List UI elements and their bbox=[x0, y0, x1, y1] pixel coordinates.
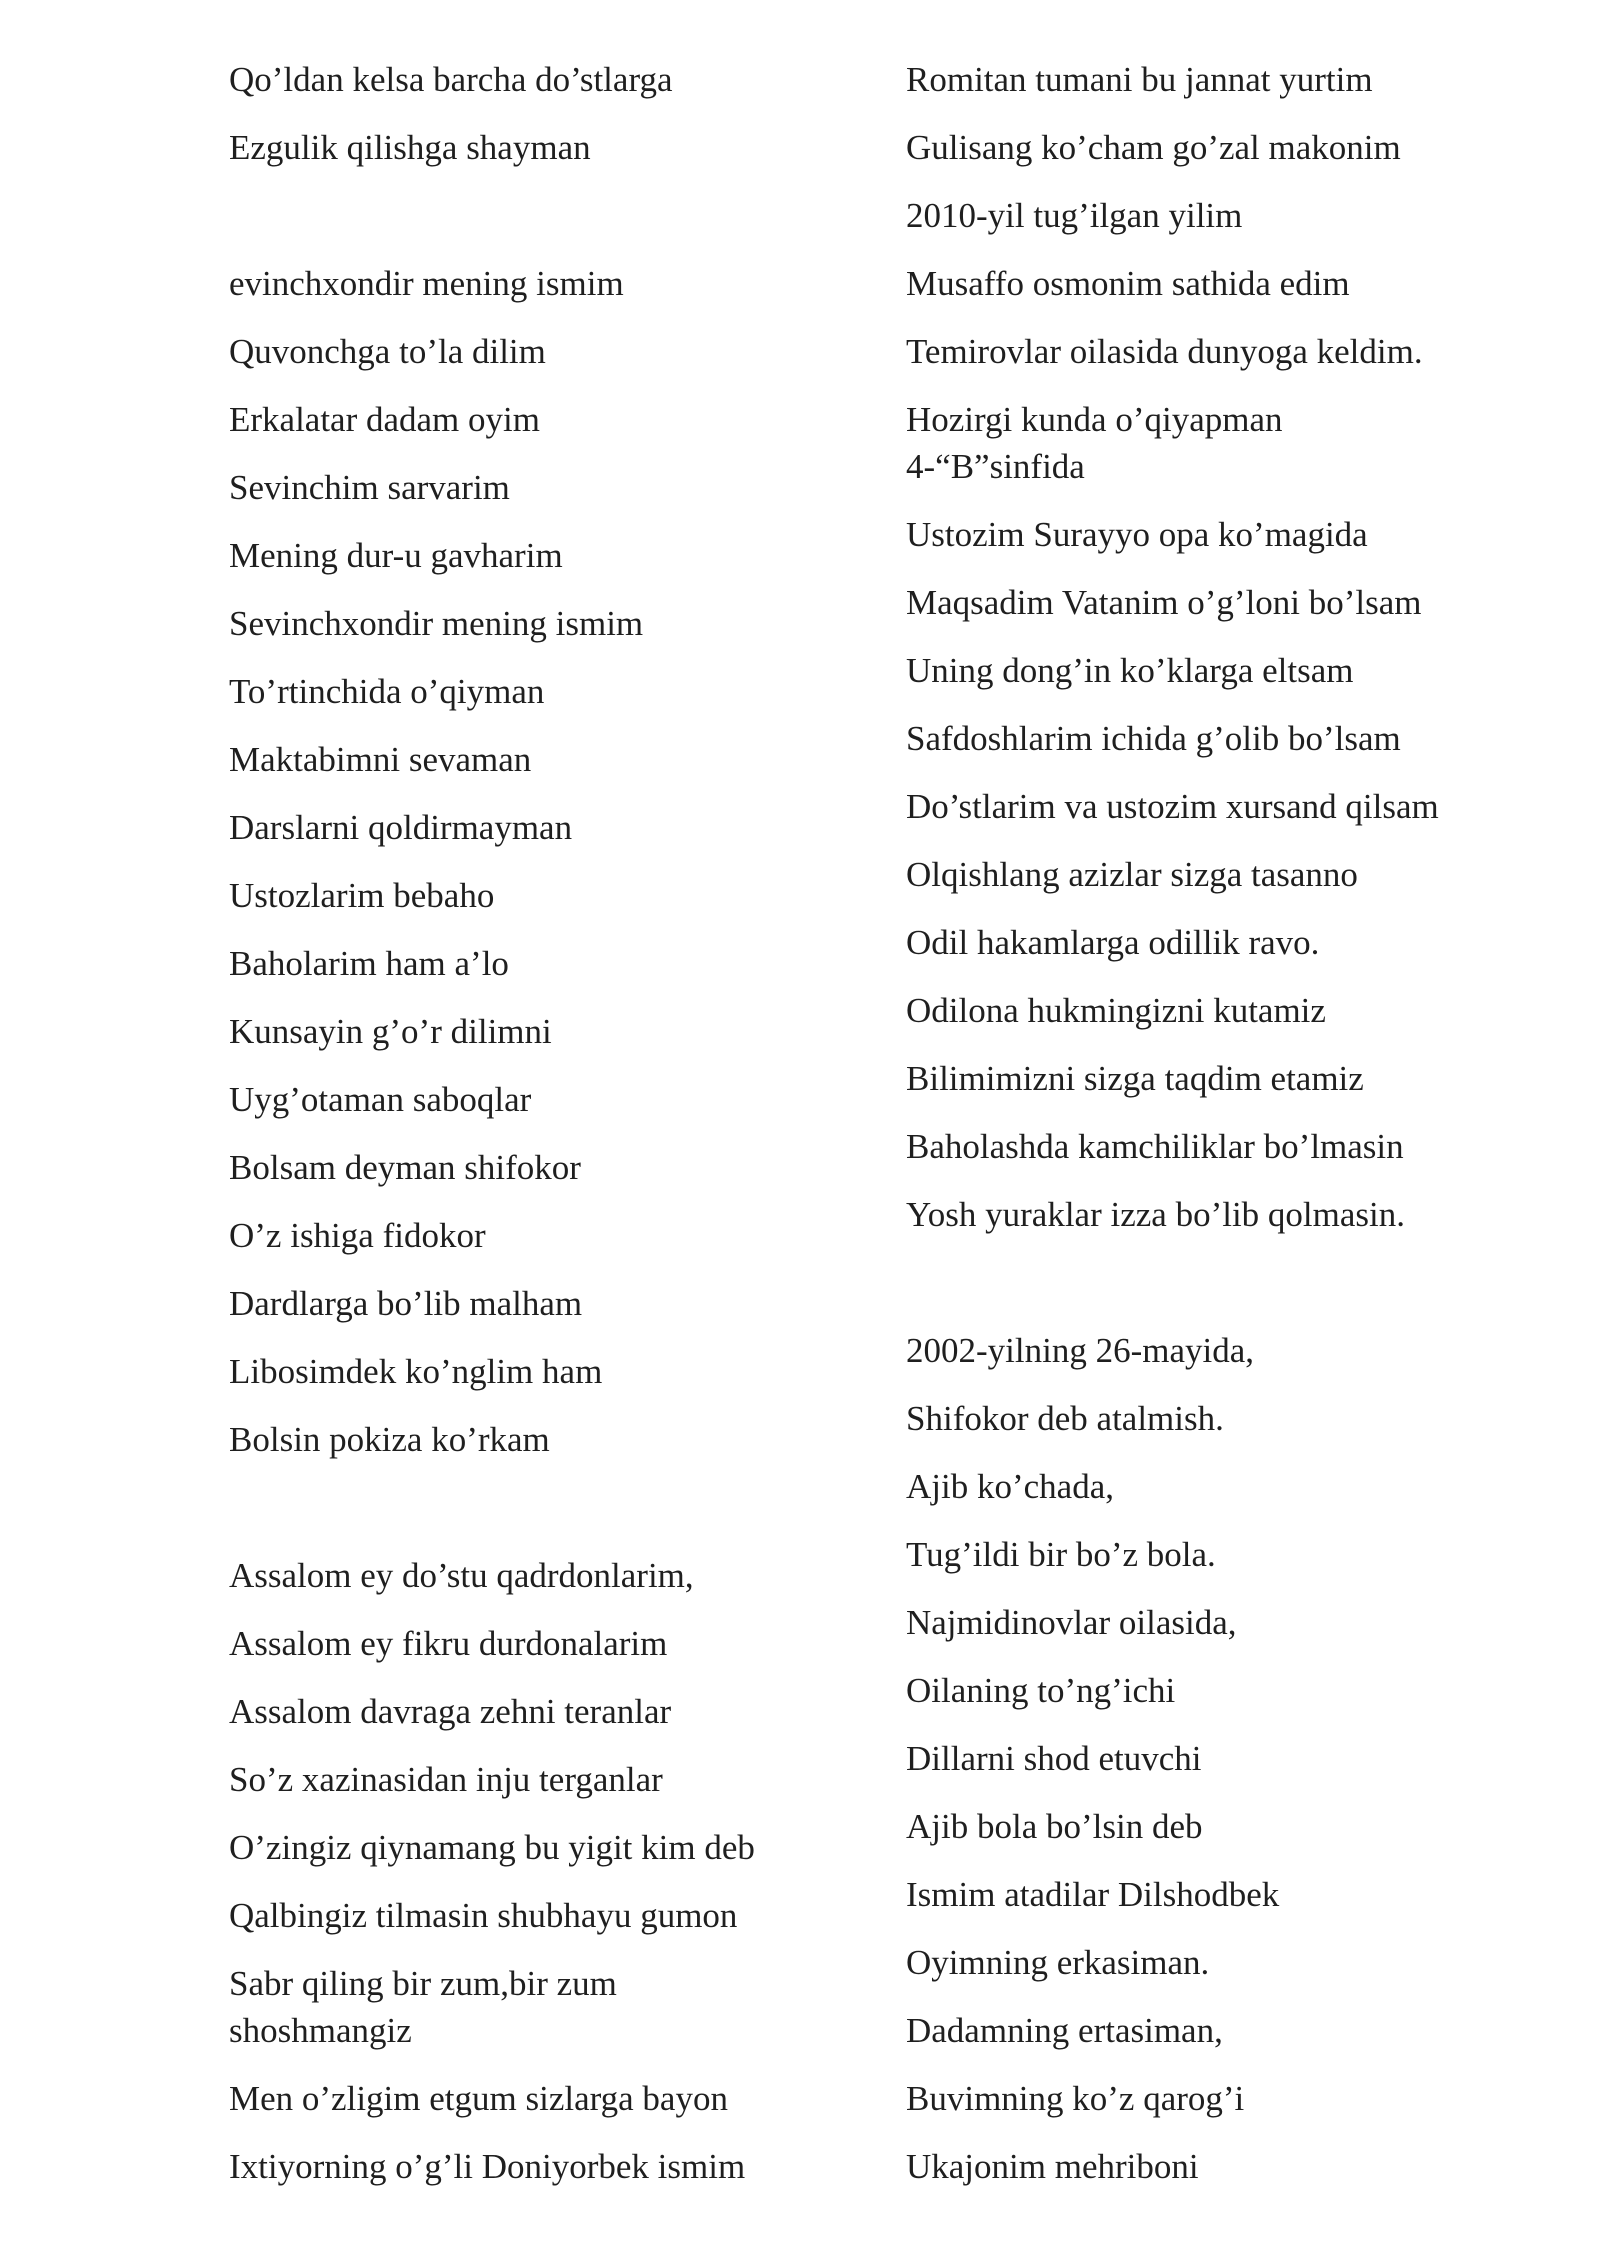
poem-line: Ixtiyorning o’g’li Doniyorbek ismim bbox=[229, 2147, 746, 2186]
left-poem-column bbox=[229, 56, 869, 2211]
poem-line: Uyg’otaman saboqlar bbox=[229, 1080, 532, 1119]
poem-line: Gulisang ko’cham go’zal makonim bbox=[906, 128, 1401, 167]
poem-line: Ustozim Surayyo opa ko’magida bbox=[906, 515, 1368, 554]
poem-line: Men o’zligim etgum sizlarga bayon bbox=[229, 2079, 728, 2118]
poem-line: Dardlarga bo’lib malham bbox=[229, 1284, 583, 1323]
right-poem-column bbox=[906, 56, 1546, 2211]
poem-line: Dadamning ertasiman, bbox=[906, 2011, 1223, 2050]
poem-line: Ajib ko’chada, bbox=[906, 1467, 1114, 1506]
poem-line: Shifokor deb atalmish. bbox=[906, 1399, 1224, 1438]
poem-line: Sabr qiling bir zum,bir zum shoshmangiz bbox=[229, 1964, 617, 2050]
poem-line: Mening dur-u gavharim bbox=[229, 536, 563, 575]
poem-line: Buvimning ko’z qarog’i bbox=[906, 2079, 1245, 2118]
poem-line: 2010-yil tug’ilgan yilim bbox=[906, 196, 1243, 235]
poem-line: Libosimdek ko’nglim ham bbox=[229, 1352, 603, 1391]
poem-line: Sevinchxondir mening ismim bbox=[229, 604, 644, 643]
poem-line: Ukajonim mehriboni bbox=[906, 2147, 1199, 2186]
poem-line: Odil hakamlarga odillik ravo. bbox=[906, 923, 1320, 962]
stanza bbox=[229, 260, 869, 1463]
poem-line: Maktabimni sevaman bbox=[229, 740, 532, 779]
poem-line: Baholashda kamchiliklar bo’lmasin bbox=[906, 1127, 1404, 1166]
poem-line: Bilimimizni sizga taqdim etamiz bbox=[906, 1059, 1364, 1098]
poem-line: Ustozlarim bebaho bbox=[229, 876, 495, 915]
poem-line: Darslarni qoldirmayman bbox=[229, 808, 573, 847]
poem-line: Bolsin pokiza ko’rkam bbox=[229, 1420, 550, 1459]
stanza bbox=[229, 1552, 869, 2190]
poem-line: Assalom ey do’stu qadrdonlarim, bbox=[229, 1556, 694, 1595]
poem-line: Qalbingiz tilmasin shubhayu gumon bbox=[229, 1896, 738, 1935]
poem-line: Hozirgi kunda o’qiyapman 4-“B”sinfida bbox=[906, 400, 1283, 486]
poem-line: 2002-yilning 26-mayida, bbox=[906, 1331, 1255, 1370]
poem-line: Najmidinovlar oilasida, bbox=[906, 1603, 1237, 1642]
poem-line: Ismim atadilar Dilshodbek bbox=[906, 1875, 1280, 1914]
stanza bbox=[229, 56, 869, 171]
stanza-gap bbox=[229, 192, 869, 260]
poem-line: Maqsadim Vatanim o’g’loni bo’lsam bbox=[906, 583, 1422, 622]
poem-line: O’z ishiga fidokor bbox=[229, 1216, 486, 1255]
poem-line: Uning dong’in ko’klarga eltsam bbox=[906, 651, 1354, 690]
stanza-gap bbox=[906, 1259, 1546, 1327]
stanza-gap bbox=[229, 1484, 869, 1552]
poem-line: Yosh yuraklar izza bo’lib qolmasin. bbox=[906, 1195, 1406, 1234]
poem-line: Odilona hukmingizni kutamiz bbox=[906, 991, 1326, 1030]
poem-line: Assalom davraga zehni teranlar bbox=[229, 1692, 672, 1731]
poem-line: Safdoshlarim ichida g’olib bo’lsam bbox=[906, 719, 1401, 758]
poem-line: Oilaning to’ng’ichi bbox=[906, 1671, 1176, 1710]
poem-line: Qo’ldan kelsa barcha do’stlarga bbox=[229, 60, 673, 99]
stanza bbox=[906, 1327, 1546, 2190]
poem-line: Erkalatar dadam oyim bbox=[229, 400, 540, 439]
poem-line: Do’stlarim va ustozim xursand qilsam bbox=[906, 787, 1439, 826]
poem-line: evinchxondir mening ismim bbox=[229, 264, 624, 303]
poem-line: Quvonchga to’la dilim bbox=[229, 332, 546, 371]
poem-line: Olqishlang azizlar sizga tasanno bbox=[906, 855, 1358, 894]
poem-line: Bolsam deyman shifokor bbox=[229, 1148, 581, 1187]
poem-line: Dillarni shod etuvchi bbox=[906, 1739, 1202, 1778]
poem-line: Kunsayin g’o’r dilimni bbox=[229, 1012, 552, 1051]
poem-line: Sevinchim sarvarim bbox=[229, 468, 510, 507]
poem-line: Romitan tumani bu jannat yurtim bbox=[906, 60, 1373, 99]
poem-line: Musaffo osmonim sathida edim bbox=[906, 264, 1350, 303]
poem-line: So’z xazinasidan inju terganlar bbox=[229, 1760, 663, 1799]
poem-line: Baholarim ham a’lo bbox=[229, 944, 509, 983]
poem-line: Tug’ildi bir bo’z bola. bbox=[906, 1535, 1216, 1574]
stanza bbox=[906, 56, 1546, 1238]
poem-line: Temirovlar oilasida dunyoga keldim. bbox=[906, 332, 1423, 371]
poem-line: Ajib bola bo’lsin deb bbox=[906, 1807, 1203, 1846]
poem-line: Oyimning erkasiman. bbox=[906, 1943, 1210, 1982]
poem-line: Ezgulik qilishga shayman bbox=[229, 128, 591, 167]
poem-line: O’zingiz qiynamang bu yigit kim deb bbox=[229, 1828, 755, 1867]
poem-line: To’rtinchida o’qiyman bbox=[229, 672, 545, 711]
poem-line: Assalom ey fikru durdonalarim bbox=[229, 1624, 668, 1663]
